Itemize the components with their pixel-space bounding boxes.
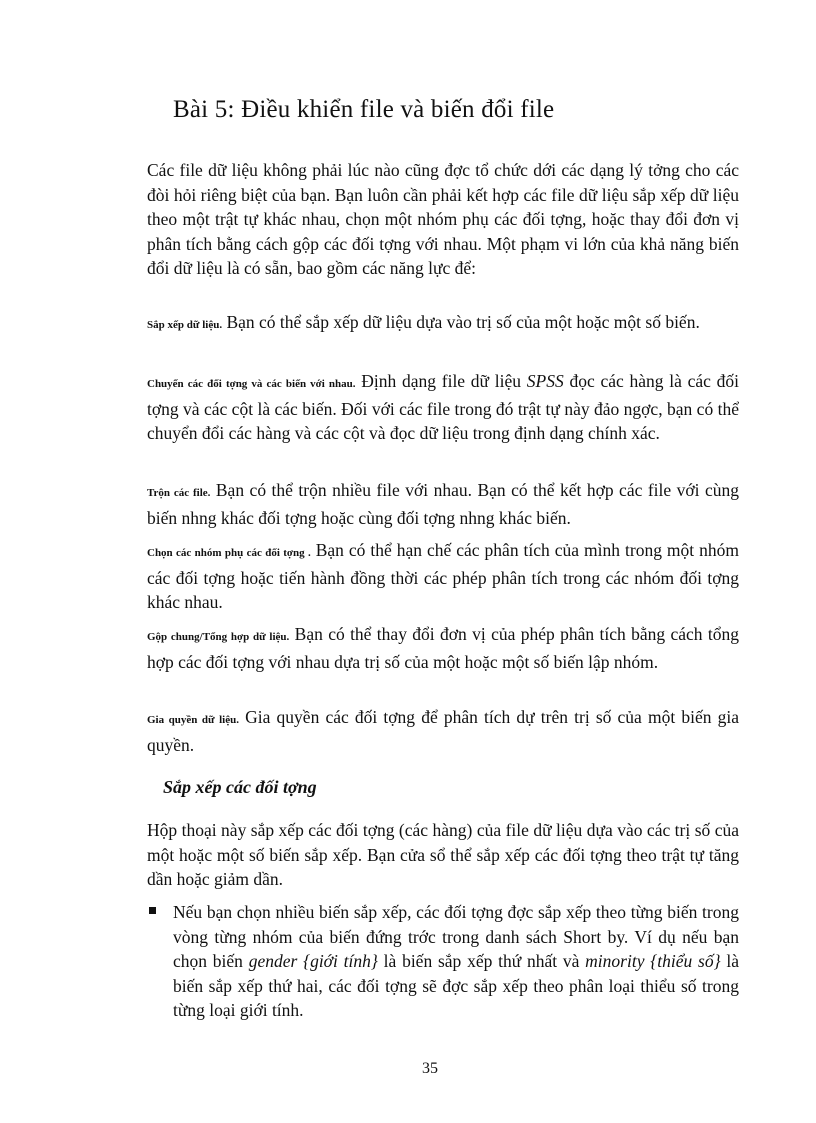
capability-lead: Chuyển các đối tợng và các biến với nhau.	[147, 378, 356, 390]
capability-transpose	[147, 369, 739, 446]
page-title: Bài 5: Điều khiển file và biến đổi file	[173, 96, 555, 123]
capability-text: Gia quyền các đối tợng để phân tích dự trên trị số của một biến gia quyền.	[147, 707, 739, 755]
bullet-text-part: là biến sắp xếp thứ hai, các đối tợng sẽ đợc sắp xếp theo phân loại thiểu số trong từng loại giới tính.	[173, 951, 739, 1020]
section-heading: Sắp xếp các đối tợng	[163, 777, 317, 797]
capability-text: Bạn có thể sắp xếp dữ liệu dựa vào trị số của một hoặc một số biến.	[222, 312, 700, 332]
intro-paragraph: Các file dữ liệu không phải lúc nào cũng đợc tổ chức dới các dạng lý tởng cho các đòi hỏi riêng biệt của bạn. Bạn luôn cần phải kết hợp các file dữ liệu sắp xếp dữ liệu theo một trật tự khác nhau, chọn một nhóm phụ các đối tợng, hoặc thay đổi đơn vị phân tích bằng cách gộp các đối tợng với nhau. Một phạm vi lớn của khả năng biến đổi dữ liệu là có sẵn, bao gồm các năng lực để:	[147, 160, 739, 278]
capability-lead: Sắp xếp dữ liệu.	[147, 319, 223, 331]
square-bullet-icon	[149, 907, 156, 914]
page-number: 35	[422, 1060, 438, 1077]
minority-term: minority {thiểu số}	[585, 951, 721, 971]
capability-text: Bạn có thể thay đổi đơn vị của phép phân tích bằng cách tổng hợp các đối tợng với nhau dựa trị số của một hoặc một số biến lập nhóm.	[147, 624, 740, 672]
capability-merge-files	[147, 478, 739, 530]
capability-aggregate	[147, 622, 739, 674]
capability-text: Định dạng file dữ liệu	[355, 371, 527, 391]
spss-term: SPSS	[526, 371, 564, 391]
bullet-text-part: Nếu bạn chọn nhiều biến sắp xếp, các đối tợng đợc sắp xếp theo từng biến trong vòng từng nhóm của biến đứng trớc trong danh sách Short by. Ví dụ nếu bạn chọn biến	[173, 902, 739, 971]
capability-text: đọc các hàng là các đối tợng và các cột là các biến. Đối với các file trong đó trật tự này đảo ngợc, bạn có thể chuyển đổi các hàng và các cột và đọc dữ liệu trong định dạng chính xác.	[147, 371, 739, 443]
capability-sort-data	[147, 310, 739, 338]
bullet-text	[173, 900, 739, 1023]
capability-lead: Gia quyền dữ liệu.	[147, 714, 239, 726]
sort-paragraph: Hộp thoại này sắp xếp các đối tợng (các hàng) của file dữ liệu dựa vào các trị số của một hoặc một số biến sắp xếp. Bạn cửa sổ thể sắp xếp các đối tợng theo trật tự tăng dần hoặc giảm dần.	[147, 820, 739, 889]
capability-lead: Gộp chung/Tổng hợp dữ liệu.	[147, 631, 290, 643]
bullet-text-part: là biến sắp xếp thứ nhất và	[377, 951, 586, 971]
capability-weight	[147, 705, 739, 757]
capability-text: Bạn có thể trộn nhiều file với nhau. Bạn có thể kết hợp các file với cùng biến nhng khác đối tợng hoặc cùng đối tợng nhng khác biến.	[147, 480, 739, 528]
capability-text: Bạn có thể hạn chế các phân tích của mình trong một nhóm các đối tợng hoặc tiến hành đồng thời các phép phân tích trong các nhóm đối tợng khác nhau.	[147, 540, 739, 612]
capability-select-subgroups	[147, 538, 739, 615]
capability-lead: Chọn các nhóm phụ các đối tợng .	[147, 547, 311, 559]
gender-term: gender {giới tính}	[248, 951, 378, 971]
bullet-list-item	[147, 900, 739, 1023]
capability-lead: Trộn các file.	[147, 487, 211, 499]
